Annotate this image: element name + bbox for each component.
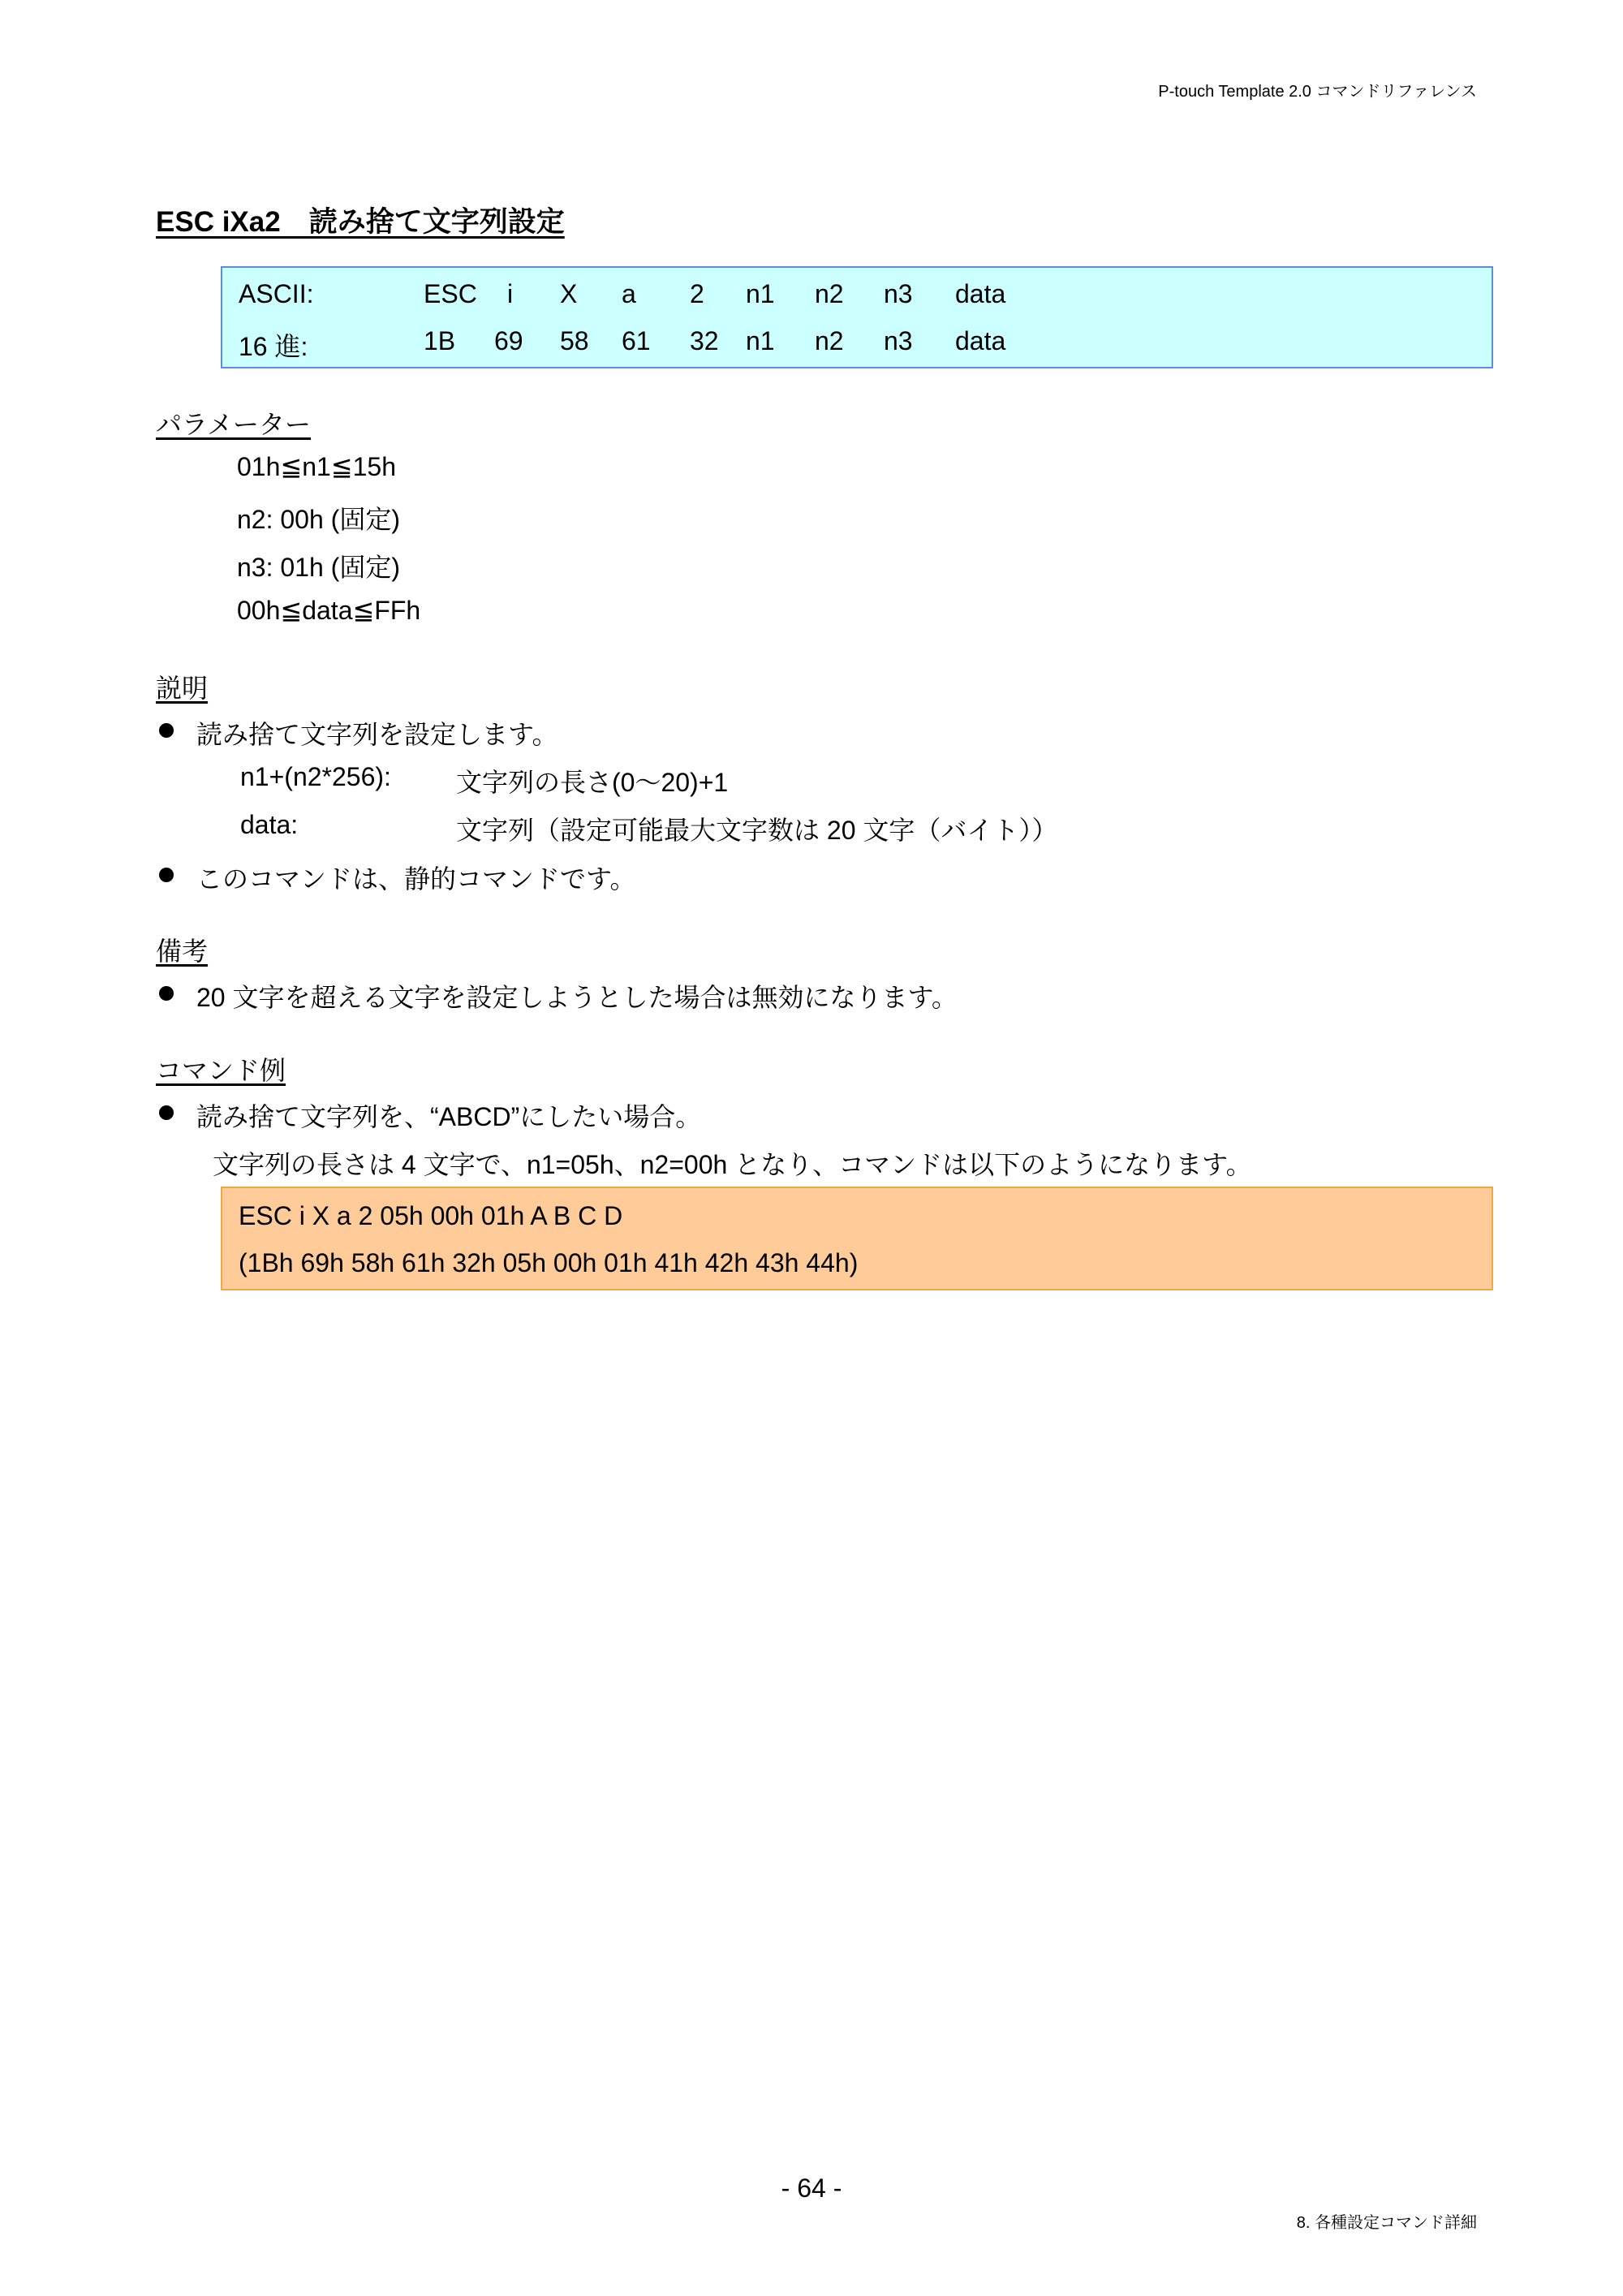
syntax-cell: ESC (424, 279, 477, 308)
bullet-icon (159, 868, 174, 882)
example-code-box (221, 1187, 1493, 1290)
syntax-cell: 2 (690, 279, 704, 308)
description-def: 文字列（設定可能最大文字数は 20 文字（バイト）） (456, 816, 1058, 845)
description-term: data: (240, 810, 299, 839)
syntax-cell: a (622, 279, 636, 308)
syntax-cell: 32 (690, 326, 719, 355)
syntax-cell: n1 (746, 279, 775, 308)
parameters-heading: パラメーター (156, 410, 312, 439)
syntax-cell: X (560, 279, 578, 308)
example-code-line: ESC i X a 2 05h 00h 01h A B C D (239, 1201, 623, 1230)
syntax-cell: n3 (884, 326, 913, 355)
description-text: 読み捨て文字列を設定します。 (196, 720, 558, 749)
footer-section: 8. 各種設定コマンド詳細 (1296, 2214, 1477, 2232)
syntax-cell: n1 (746, 326, 775, 355)
bullet-icon (159, 986, 174, 1001)
syntax-cell: i (507, 279, 514, 308)
description-term: n1+(n2*256): (240, 762, 391, 791)
description-heading: 説明 (156, 674, 209, 703)
syntax-box (221, 266, 1493, 368)
example-code-line: (1Bh 69h 58h 61h 32h 05h 00h 01h 41h 42h 43h 44h) (239, 1248, 859, 1277)
page-number: - 64 - (781, 2173, 842, 2203)
header-doc-title: P-touch Template 2.0 コマンドリファレンス (1158, 83, 1477, 101)
syntax-cell: 1B (424, 326, 456, 355)
syntax-cell: ASCII: (239, 279, 314, 308)
remarks-heading: 備考 (156, 937, 209, 966)
syntax-cell: data (955, 279, 1006, 308)
parameter-item: n3: 01h (固定) (237, 553, 400, 582)
parameter-item: 01h≦n1≦15h (237, 452, 396, 481)
example-text: 読み捨て文字列を、“ABCD”にしたい場合。 (196, 1102, 702, 1131)
syntax-cell: n2 (815, 326, 844, 355)
description-text: このコマンドは、静的コマンドです。 (196, 864, 636, 894)
bullet-icon (159, 1105, 174, 1120)
syntax-cell: data (955, 326, 1006, 355)
description-def: 文字列の長さ(0～20)+1 (456, 768, 729, 797)
syntax-cell: n2 (815, 279, 844, 308)
syntax-cell: 58 (560, 326, 589, 355)
parameter-item: 00h≦data≦FFh (237, 596, 421, 625)
remarks-text: 20 文字を超える文字を設定しようとした場合は無効になります。 (196, 983, 958, 1012)
syntax-cell: 69 (494, 326, 523, 355)
page-title: ESC iXa2 読み捨て文字列設定 (156, 206, 565, 238)
syntax-cell: 16 進: (239, 332, 308, 361)
syntax-cell: n3 (884, 279, 913, 308)
example-note: 文字列の長さは 4 文字で、n1=05h、n2=00h となり、コマンドは以下のようになります。 (213, 1150, 1252, 1179)
bullet-icon (159, 723, 174, 738)
parameter-item: n2: 00h (固定) (237, 505, 400, 534)
syntax-cell: 61 (622, 326, 651, 355)
example-heading: コマンド例 (156, 1056, 286, 1085)
